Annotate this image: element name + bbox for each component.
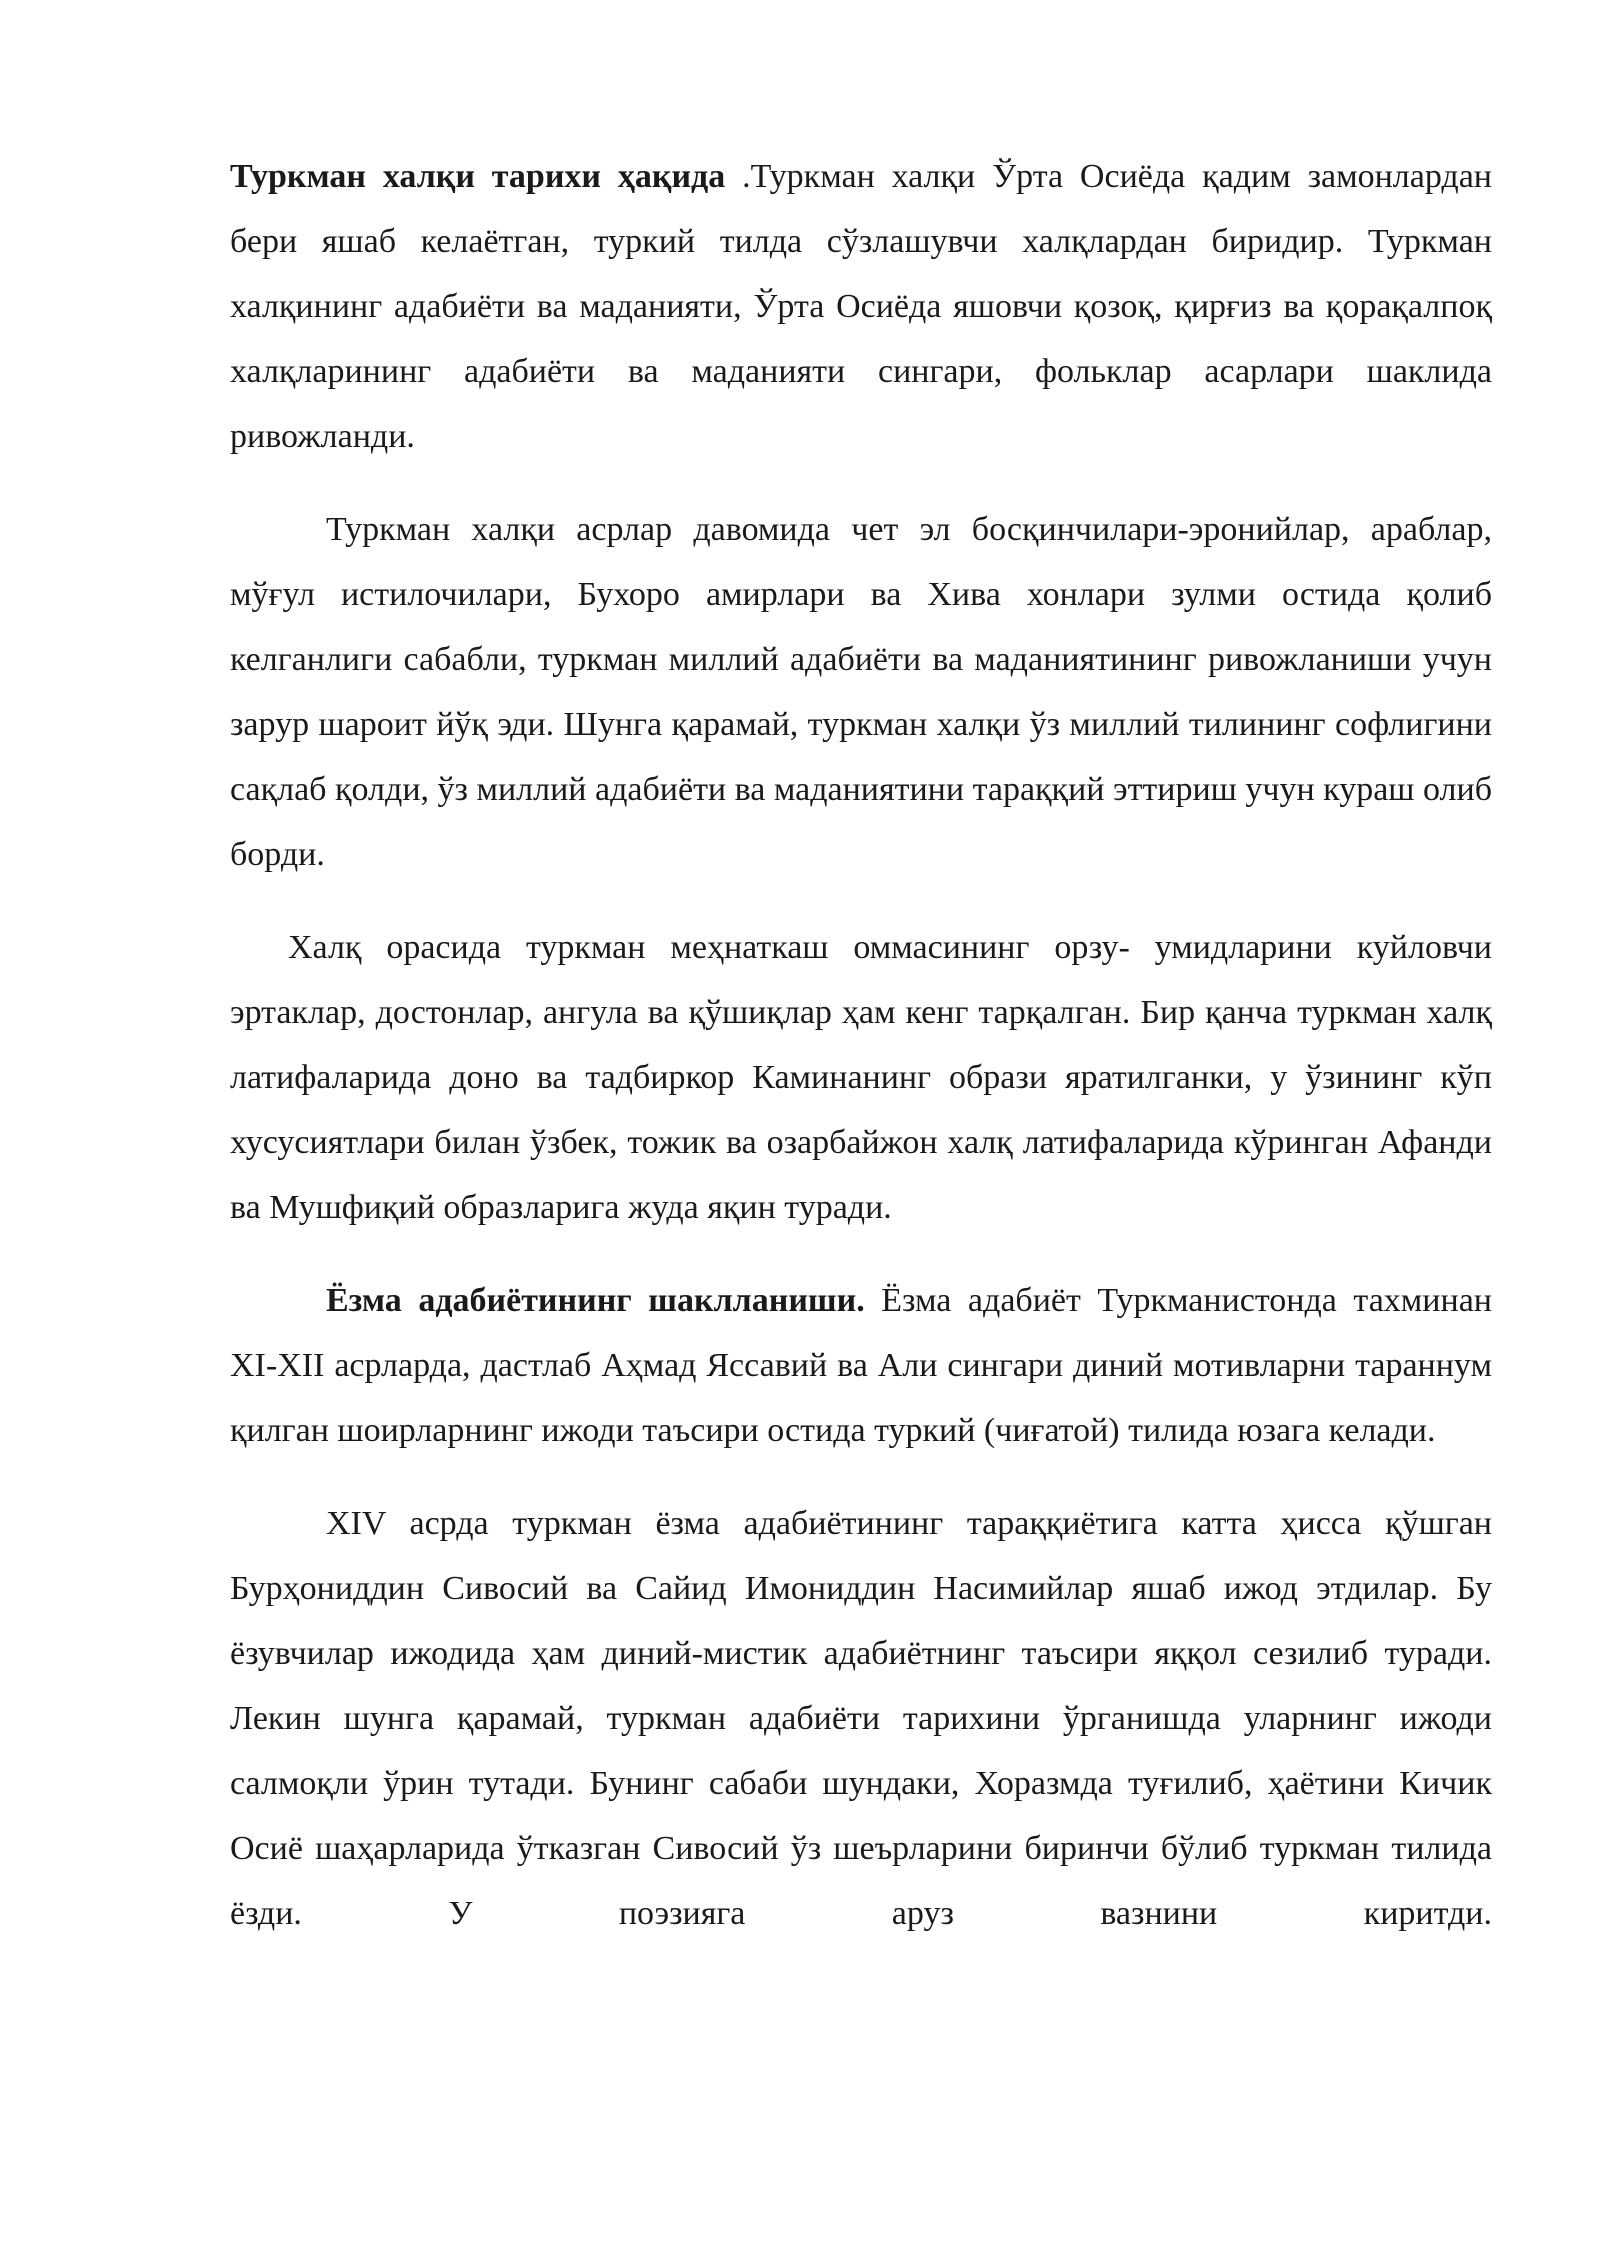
- paragraph-heading: Ёзма адабиётининг шаклланиши.: [326, 1282, 865, 1319]
- paragraph-folklore: [230, 915, 1492, 1240]
- paragraph-heading: Туркман халқи тарихи ҳақида: [230, 158, 726, 195]
- paragraph-oppression: [230, 497, 1492, 887]
- paragraph-text: Халқ орасида туркман меҳнаткаш оммасининг орзу- умидларини куйловчи эртаклар, достонлар, ангула ва қўшиқлар ҳам кенг тарқалган. Бир қанча туркман халқ латифаларида доно ва тадбиркор Каминанинг образи яратилганки, у ўзининг кўп хусусиятлари билан ўзбек, тожик ва озарбайжон халқ латифаларида кўринган Афанди ва Мушфиқий образларига жуда яқин туради.: [230, 929, 1492, 1226]
- paragraph-written-literature: [230, 1268, 1492, 1463]
- paragraph-fourteenth-century: [230, 1491, 1492, 1946]
- paragraph-text: Туркман халқи асрлар давомида чет эл босқинчилари-эронийлар, араблар, мўғул истилочилари, Бухоро амирлари ва Хива хонлари зулми остида қолиб келганлиги сабабли, туркман миллий адабиёти ва маданиятининг ривожланиши учун зарур шароит йўқ эди. Шунга қарамай, туркман халқи ўз миллий тилининг софлигини сақлаб қолди, ўз миллий адабиёти ва маданиятини тараққий эттириш учун кураш олиб борди.: [230, 511, 1492, 873]
- document-body: [230, 144, 1492, 1974]
- paragraph-text: Ёзма адабиёт Туркманистонда тахминан XI-XII асрларда, дастлаб Аҳмад Яссавий ва Али сингари диний мотивларни тараннум қилган шоирларнинг ижоди таъсири остида туркий (чиғатой) тилида юзага келади.: [230, 1282, 1492, 1449]
- paragraph-text: XIV асрда туркман ёзма адабиётининг тараққиётига катта ҳисса қўшган Бурҳониддин Сивосий ва Сайид Имониддин Насимийлар яшаб ижод этдилар. Бу ёзувчилар ижодида ҳам диний-мистик адабиётнинг таъсири яққол сезилиб туради. Лекин шунга қарамай, туркман адабиёти тарихини ўрганишда уларнинг ижоди салмоқли ўрин тутади. Бунинг сабаби шундаки, Хоразмда туғилиб, ҳаётини Кичик Осиё шаҳарларида ўтказган Сивосий ўз шеърларини биринчи бўлиб туркман тилида ёзди. У поэзияга аруз вазнини киритди.: [230, 1505, 1492, 1932]
- paragraph-text: .Туркман халқи Ўрта Осиёда қадим замонлардан бери яшаб келаётган, туркий тилда сўзлашувчи халқлардан биридир. Туркман халқининг адабиёти ва маданияти, Ўрта Осиёда яшовчи қозоқ, қирғиз ва қорақалпоқ халқларининг адабиёти ва маданияти сингари, фольклар асарлари шаклида ривожланди.: [230, 158, 1492, 455]
- paragraph-turkman-history: [230, 144, 1492, 469]
